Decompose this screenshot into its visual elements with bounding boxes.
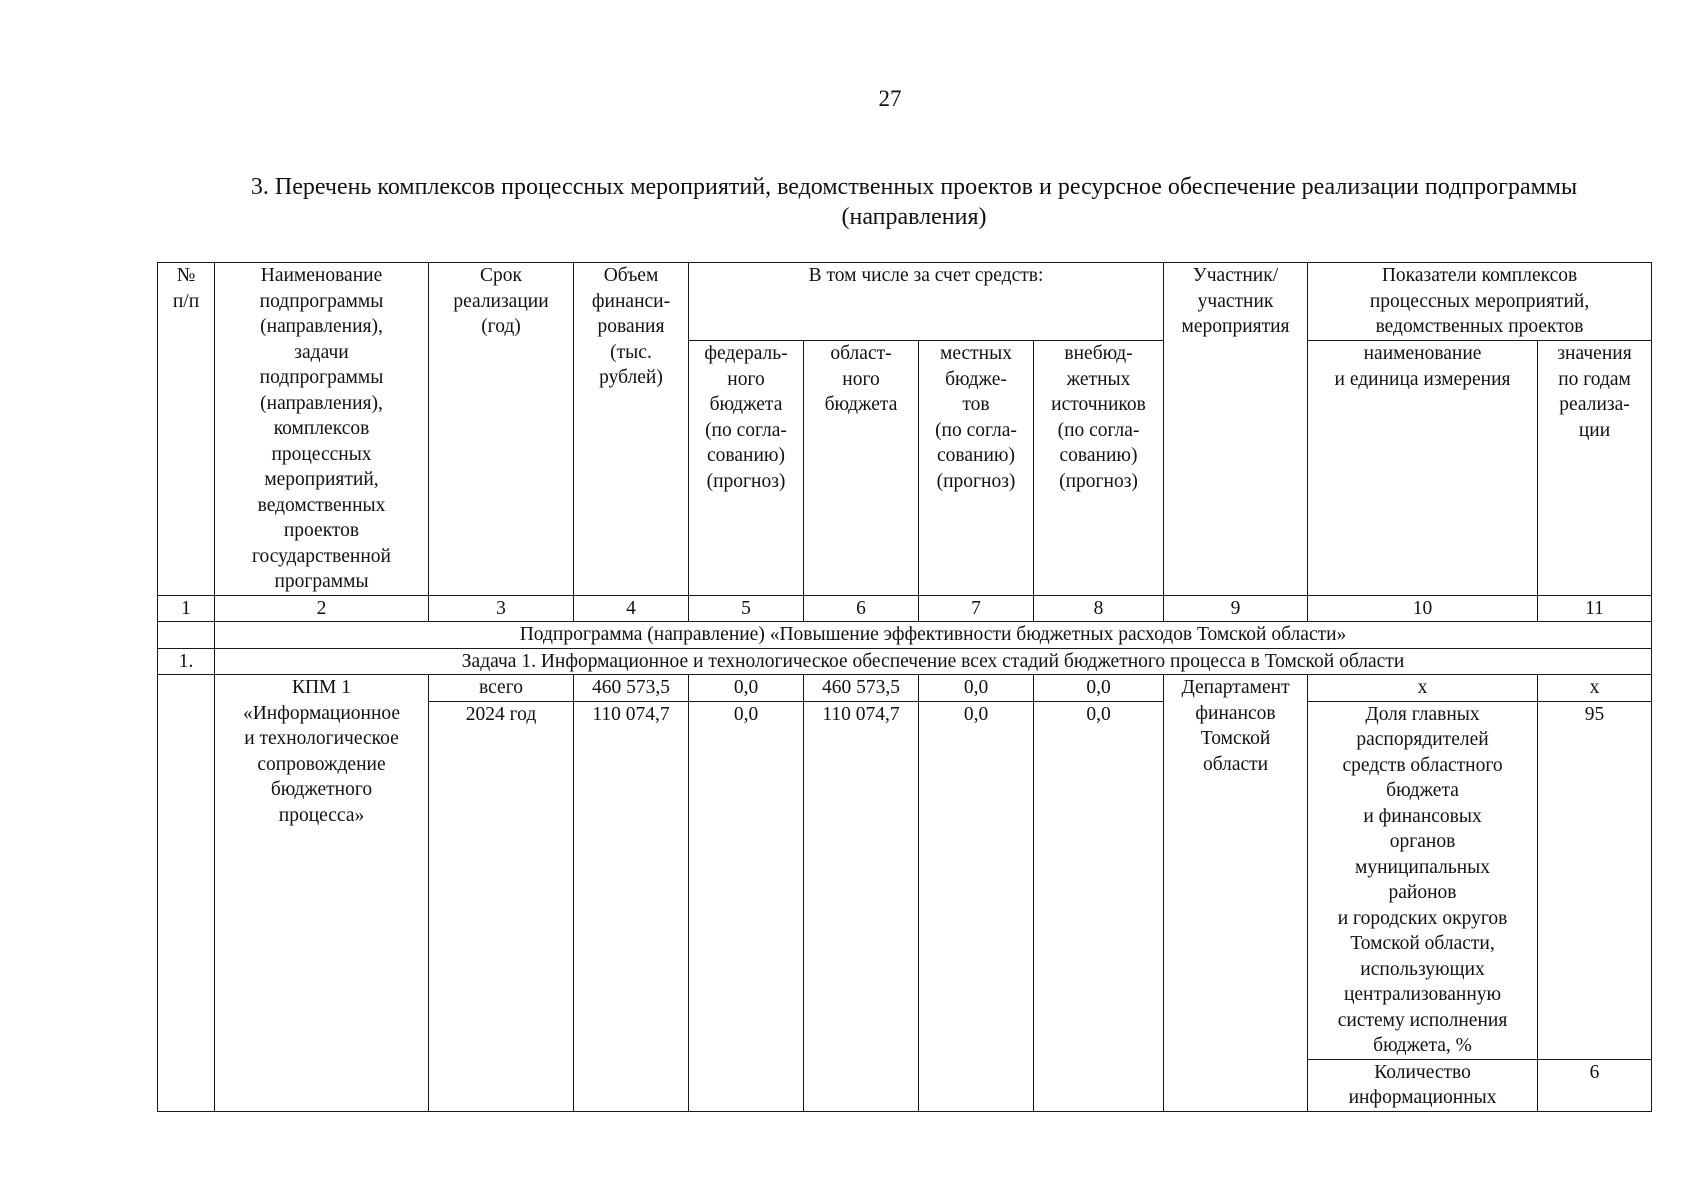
kpm-row-total <box>158 675 1652 702</box>
kpm-federal: 0,0 <box>689 701 804 1111</box>
header-indicator-values: значения по годам реализа- ции <box>1538 341 1652 596</box>
task-title: Задача 1. Информационное и технологическое обеспечение всех стадий бюджетного процесса в Томской области <box>215 648 1652 675</box>
column-number: 9 <box>1164 595 1308 622</box>
column-number: 11 <box>1538 595 1652 622</box>
subprogram-num-cell <box>158 622 215 649</box>
header-indicator-name: наименование и единица измерения <box>1308 341 1538 596</box>
column-number: 7 <box>919 595 1034 622</box>
column-number: 10 <box>1308 595 1538 622</box>
page-title: 3. Перечень комплексов процессных мероприятий, ведомственных проектов и ресурсное обеспечение реализации подпрограммы (направления) <box>250 174 1578 230</box>
task-num: 1. <box>158 648 215 675</box>
column-number: 8 <box>1034 595 1164 622</box>
header-volume: Объем финанси- рования (тыс. рублей) <box>574 263 689 596</box>
column-numbers-row <box>158 595 1652 622</box>
header-participant: Участник/ участник мероприятия <box>1164 263 1308 596</box>
kpm-federal: 0,0 <box>689 675 804 702</box>
indicator-name: Количество информационных <box>1308 1059 1538 1111</box>
indicator-value: 6 <box>1538 1059 1652 1111</box>
kpm-local: 0,0 <box>919 701 1034 1111</box>
kpm-extrabudget: 0,0 <box>1034 701 1164 1111</box>
task-row <box>158 648 1652 675</box>
header-name: Наименование подпрограммы (направления), задачи подпрограммы (направления), комплексов процессных мероприятий, ведомственных проектов государственной программы <box>215 263 429 596</box>
subprogram-row <box>158 622 1652 649</box>
kpm-volume: 460 573,5 <box>574 675 689 702</box>
header-federal: федераль- ного бюджета (по согла- сованию) (прогноз) <box>689 341 804 596</box>
indicator-name: Доля главных распорядителей средств областного бюджета и финансовых органов муниципальных районов и городских округов Томской области, использующих централизованную систему исполнения бюджета, % <box>1308 701 1538 1059</box>
header-including-group: В том числе за счет средств: <box>689 263 1164 341</box>
kpm-name: КПМ 1 «Информационное и технологическое сопровождение бюджетного процесса» <box>215 675 429 1112</box>
indicator-value: 95 <box>1538 701 1652 1059</box>
column-number: 5 <box>689 595 804 622</box>
column-number: 4 <box>574 595 689 622</box>
header-row-1 <box>158 263 1652 341</box>
column-number: 2 <box>215 595 429 622</box>
page-number: 27 <box>878 86 902 111</box>
kpm-extrabudget: 0,0 <box>1034 675 1164 702</box>
indicator-name: х <box>1308 675 1538 702</box>
column-number: 6 <box>804 595 919 622</box>
kpm-num-cell <box>158 675 215 1112</box>
header-num: № п/п <box>158 263 215 596</box>
column-number: 1 <box>158 595 215 622</box>
header-term: Срок реализации (год) <box>429 263 574 596</box>
kpm-volume: 110 074,7 <box>574 701 689 1111</box>
kpm-term: 2024 год <box>429 701 574 1111</box>
budget-table <box>157 262 1652 1112</box>
kpm-local: 0,0 <box>919 675 1034 702</box>
header-regional: област- ного бюджета <box>804 341 919 596</box>
kpm-participant: Департамент финансов Томской области <box>1164 675 1308 1112</box>
kpm-regional: 110 074,7 <box>804 701 919 1111</box>
column-number: 3 <box>429 595 574 622</box>
subprogram-title: Подпрограмма (направление) «Повышение эффективности бюджетных расходов Томской области» <box>215 622 1652 649</box>
kpm-regional: 460 573,5 <box>804 675 919 702</box>
header-indicators-group: Показатели комплексов процессных мероприятий, ведомственных проектов <box>1308 263 1652 341</box>
header-extrabudget: внебюд- жетных источников (по согла- сованию) (прогноз) <box>1034 341 1164 596</box>
kpm-term: всего <box>429 675 574 702</box>
header-local: местных бюдже- тов (по согла- сованию) (прогноз) <box>919 341 1034 596</box>
indicator-value: х <box>1538 675 1652 702</box>
